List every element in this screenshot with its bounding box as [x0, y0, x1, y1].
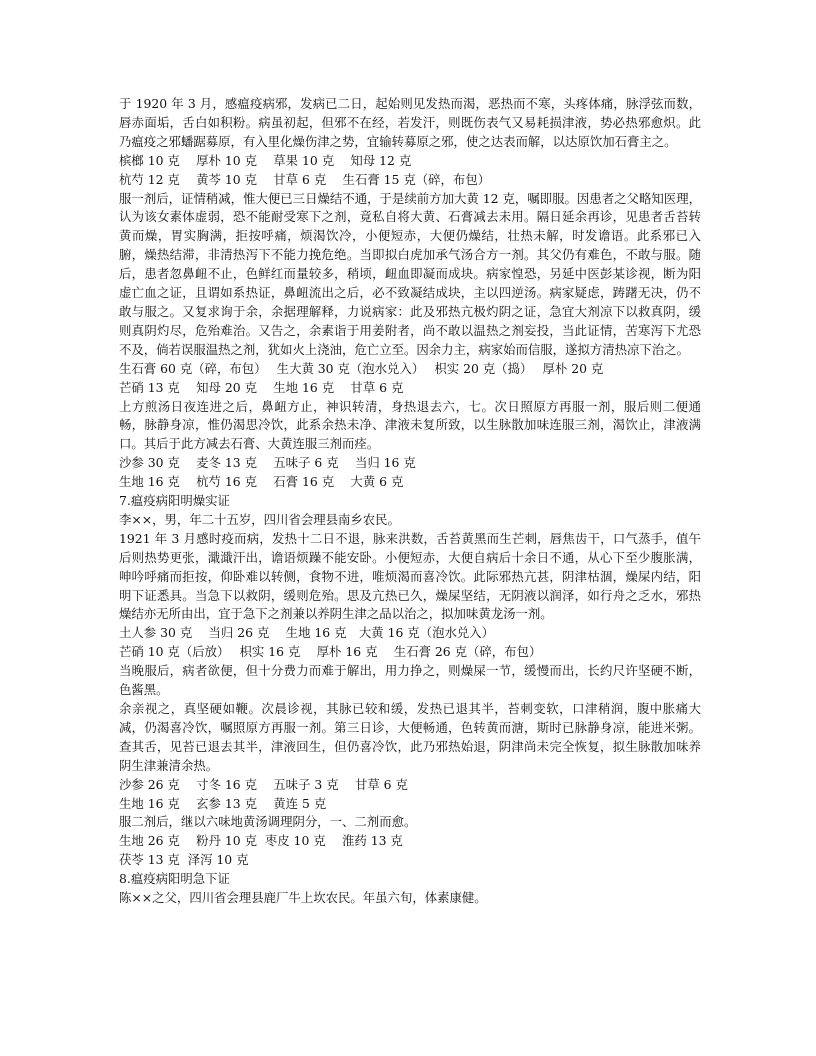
- paragraph: 余亲视之，真坚硬如鞭。次晨诊视，其脉已较和缓，发热已退其半，苔刺变软，口津稍润，腹中胀痛大减，仍渴喜冷饮，嘱照原方再服一剂。第三日诊，大便畅通，色转黄而溏，斯时已脉静身凉，能进米粥。查其舌，见苔已退去其半，津液回生，但仍喜冷饮，此乃邪热始退，阴津尚未完全恢复，拟生脉散加味养阴生津兼清余热。: [119, 701, 701, 773]
- prescription-line: 生地 16 克 玄参 13 克 黄连 5 克: [119, 795, 327, 811]
- section-heading: 8.瘟疫病阳明急下证: [119, 871, 230, 887]
- prescription-line: 杭芍 12 克 黄芩 10 克 甘草 6 克 生石膏 15 克（碎，布包）: [119, 171, 491, 187]
- paragraph: 上方煎汤日夜连进之后，鼻衄方止，神识转清，身热退去六，七。次日照原方再服一剂，服后则二便通畅，脉静身凉，惟仍渴思冷饮，此系余热未净、津液未复所致，以生脉散加味连服三剂，渴饮止，津液满口。其后于此方减去石膏、大黄连服三剂而痊。: [119, 398, 701, 452]
- paragraph: 1921 年 3 月感时疫而病，发热十二日不退，脉来洪数，舌苔黄黑而生芒刺，唇焦齿干，口气蒸手，值午后则热势更张，濈濈汗出，谵语烦躁不能安卧。小便短赤，大便自病后十余日不通，从心下至少腹胀满，呻吟呼痛而拒按，仰卧难以转侧，食物不进，唯烦渴而喜冷饮。此际邪热亢甚，阴津枯涸，燥屎内结，阳明下证悉具。当急下以救阴，缓则危殆。思及亢热已久，燥屎坚结，无阴液以润泽，如行舟之乏水，邪热燥结亦无所由出，宜于急下之剂兼以养阴生津之品以治之，拟加味黄龙汤一剂。: [119, 530, 701, 622]
- paragraph: 当晚服后，病者欲便，但十分费力而难于解出，用力挣之，则燥屎一节，缓慢而出，长约尺许坚硬不断，色酱黑。: [119, 663, 701, 698]
- prescription-line: 沙参 30 克 麦冬 13 克 五味子 6 克 当归 16 克: [119, 455, 416, 471]
- prescription-line: 生地 16 克 杭芍 16 克 石膏 16 克 大黄 6 克: [119, 474, 404, 490]
- paragraph: 服一剂后，证情稍减，惟大便已三日燥结不通，于是续前方加大黄 12 克，嘱即服。因患者之父略知医理，认为该女素体虚弱，恐不能耐受寒下之剂，竟私自将大黄、石膏减去未用。隔日延余再诊，见患者舌苔转黄而燥，胃实胸满，拒按呼痛，烦渴饮冷，小便短赤，大便仍燥结，壮热未解，时发谵语。此系邪已入腑，燥热结滞，非清热泻下不能力挽危绝。当即拟白虎加承气汤合方一剂。其父仍有难色，不敢与服。随后，患者忽鼻衄不止，色鲜红而量较多，稍顷，衄血即凝而成块。病家惶恐，另延中医彭某诊视，断为阳虚亡血之证，且谓如系热证，鼻衄流出之后，必不致凝结成块，主以四逆汤。病家疑虑，踌躇无决，仍不敢与服之。又复求询于余，余据理解释，力说病家：此及邪热亢极灼阴之证，急宜大剂凉下以救真阴，缓则真阴灼尽，危殆难治。又告之，余素诣于用姜附者，尚不敢以温热之剂妄投，当此证情，苦寒泻下尤恐不及，倘若误服温热之剂，犹如火上浇油，危亡立至。因余力主，病家始而信服，遂拟方清热凉下治之。: [119, 190, 701, 357]
- section-heading: 7.瘟疫病阳明燥实证: [119, 493, 230, 509]
- patient-info: 李××，男，年二十五岁，四川省会理县南乡农民。: [119, 511, 400, 527]
- prescription-line: 土人参 30 克 当归 26 克 生地 16 克 大黄 16 克（泡水兑入）: [119, 625, 495, 641]
- document-body: [119, 95, 701, 908]
- prescription-line: 槟榔 10 克 厚朴 10 克 草果 10 克 知母 12 克: [119, 152, 412, 168]
- prescription-line: 芒硝 13 克 知母 20 克 生地 16 克 甘草 6 克: [119, 379, 404, 395]
- patient-info: 陈××之父，四川省会理县鹿厂牛上坎农民。年虽六旬，体素康健。: [119, 890, 487, 906]
- prescription-line: 生石膏 60 克（碎，布包） 生大黄 30 克（泡水兑入） 枳实 20 克（捣） 厚朴 20 克: [119, 360, 604, 376]
- paragraph: 于 1920 年 3 月，感瘟疫病邪，发病已二日，起始则见发热而渴，恶热而不寒，头疼体痛，脉浮弦而数，唇赤面垢，舌白如积粉。病虽初起，但邪不在经，若发汗，则既伤表气又易耗损津液，势必热邪愈炽。此乃瘟疫之邪蟠踞募原，有入里化燥伤津之势，宜输转募原之邪，使之达表而解，以达原饮加石膏主之。: [119, 96, 701, 149]
- prescription-line: 芒硝 10 克（后放） 枳实 16 克 厚朴 16 克 生石膏 26 克（碎，布包）: [119, 644, 542, 660]
- prescription-line: 沙参 26 克 寸冬 16 克 五味子 3 克 甘草 6 克: [119, 776, 408, 792]
- prescription-line: 茯苓 13 克 泽泻 10 克: [119, 852, 249, 868]
- prescription-line: 生地 26 克 粉丹 10 克 枣皮 10 克 淮药 13 克: [119, 833, 403, 849]
- paragraph: 服二剂后，继以六味地黄汤调理阴分，一、二剂而愈。: [119, 814, 417, 830]
